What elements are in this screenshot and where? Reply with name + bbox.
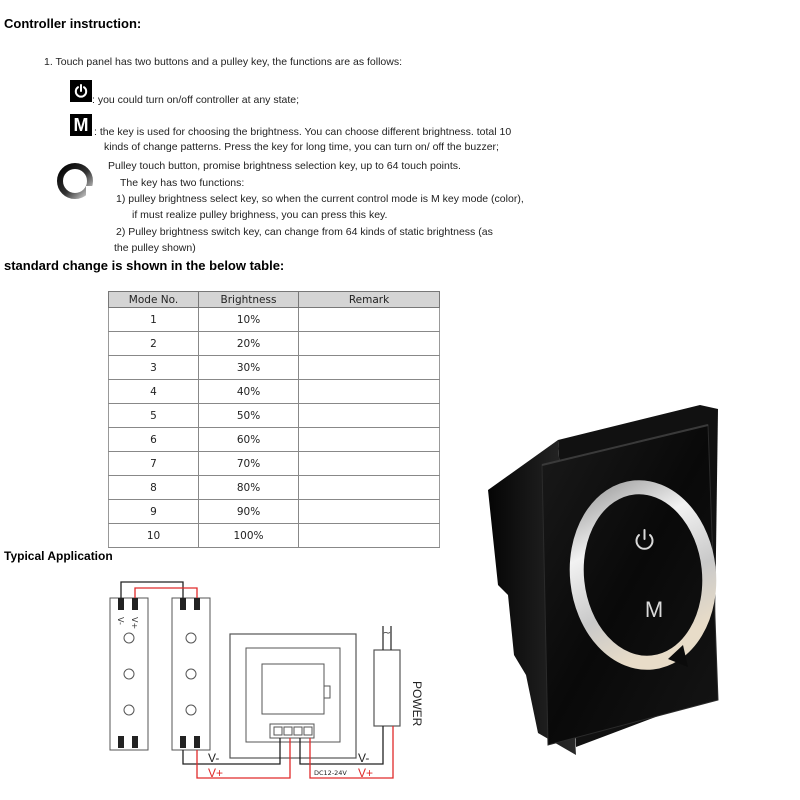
mode-cell: 8 [109, 476, 199, 500]
table-row [109, 380, 440, 404]
header-brightness: Brightness [199, 292, 299, 308]
ac-symbol: ~ [382, 628, 392, 639]
m-key-description-line2: kinds of change patterns. Press the key for long time, you can turn on/ off the buzzer; [104, 141, 499, 153]
remark-cell [299, 524, 440, 548]
mode-cell: 7 [109, 452, 199, 476]
brightness-cell: 70% [199, 452, 299, 476]
page-title: Controller instruction: [4, 16, 142, 31]
touch-panel-photo [478, 395, 796, 755]
typical-application-heading: Typical Application [4, 549, 113, 563]
m-key-icon: M [70, 114, 92, 136]
v-plus-left-label: V+ [208, 766, 224, 780]
wiring-diagram [100, 578, 424, 790]
remark-cell [299, 380, 440, 404]
remark-cell [299, 476, 440, 500]
table-row [109, 428, 440, 452]
mode-cell: 1 [109, 308, 199, 332]
remark-cell [299, 428, 440, 452]
remark-cell [299, 308, 440, 332]
table-row [109, 524, 440, 548]
v-minus-left-label: V- [208, 751, 220, 765]
v-plus-right-label: V+ [358, 766, 374, 780]
table-row [109, 308, 440, 332]
brightness-cell: 50% [199, 404, 299, 428]
power-supply [374, 628, 424, 727]
pulley-description-line1: Pulley touch button, promise brightness selection key, up to 64 touch points. [108, 160, 461, 172]
brightness-cell: 20% [199, 332, 299, 356]
pulley-description-line5: 2) Pulley brightness switch key, can change from 64 kinds of static brightness (as [116, 226, 493, 238]
header-mode: Mode No. [109, 292, 199, 308]
led-strip-left [110, 598, 148, 750]
intro-text: 1. Touch panel has two buttons and a pulley key, the functions are as follows: [44, 56, 402, 68]
remark-cell [299, 356, 440, 380]
remark-cell [299, 500, 440, 524]
table-header-row [109, 292, 440, 308]
panel-m-label: M [644, 597, 664, 622]
power-icon [70, 80, 92, 102]
remark-cell [299, 332, 440, 356]
table-row [109, 332, 440, 356]
pulley-description-line6: the pulley shown) [114, 242, 196, 254]
brightness-cell: 100% [199, 524, 299, 548]
power-description: : you could turn on/off controller at any state; [92, 94, 300, 106]
controller-panel-diagram [230, 634, 356, 758]
pulley-ring-icon [52, 158, 98, 204]
table-row [109, 500, 440, 524]
power-label: POWER [410, 681, 424, 727]
dc-voltage-label: DC12-24V [314, 769, 347, 777]
brightness-cell: 90% [199, 500, 299, 524]
table-row [109, 452, 440, 476]
mode-cell: 5 [109, 404, 199, 428]
table-heading: standard change is shown in the below table: [4, 258, 285, 273]
mode-cell: 10 [109, 524, 199, 548]
m-key-description-line1: : the key is used for choosing the brightness. You can choose different brightness. total 10 [94, 126, 512, 138]
mode-cell: 2 [109, 332, 199, 356]
led-strip-right [172, 598, 210, 750]
brightness-table [108, 291, 440, 548]
remark-cell [299, 452, 440, 476]
remark-cell [299, 404, 440, 428]
pulley-description-line4: if must realize pulley brighness, you can press this key. [132, 209, 388, 221]
v-minus-right-label: V- [358, 751, 370, 765]
brightness-cell: 80% [199, 476, 299, 500]
svg-text:V+: V+ [130, 617, 139, 630]
mode-cell: 6 [109, 428, 199, 452]
brightness-cell: 10% [199, 308, 299, 332]
svg-text:V-: V- [116, 617, 125, 625]
brightness-cell: 60% [199, 428, 299, 452]
table-row [109, 404, 440, 428]
pulley-description-line3: 1) pulley brightness select key, so when the current control mode is M key mode (color), [116, 193, 524, 205]
table-row [109, 356, 440, 380]
header-remark: Remark [299, 292, 440, 308]
pulley-description-line2: The key has two functions: [120, 177, 245, 189]
mode-cell: 3 [109, 356, 199, 380]
mode-cell: 4 [109, 380, 199, 404]
brightness-cell: 40% [199, 380, 299, 404]
brightness-cell: 30% [199, 356, 299, 380]
mode-cell: 9 [109, 500, 199, 524]
table-row [109, 476, 440, 500]
